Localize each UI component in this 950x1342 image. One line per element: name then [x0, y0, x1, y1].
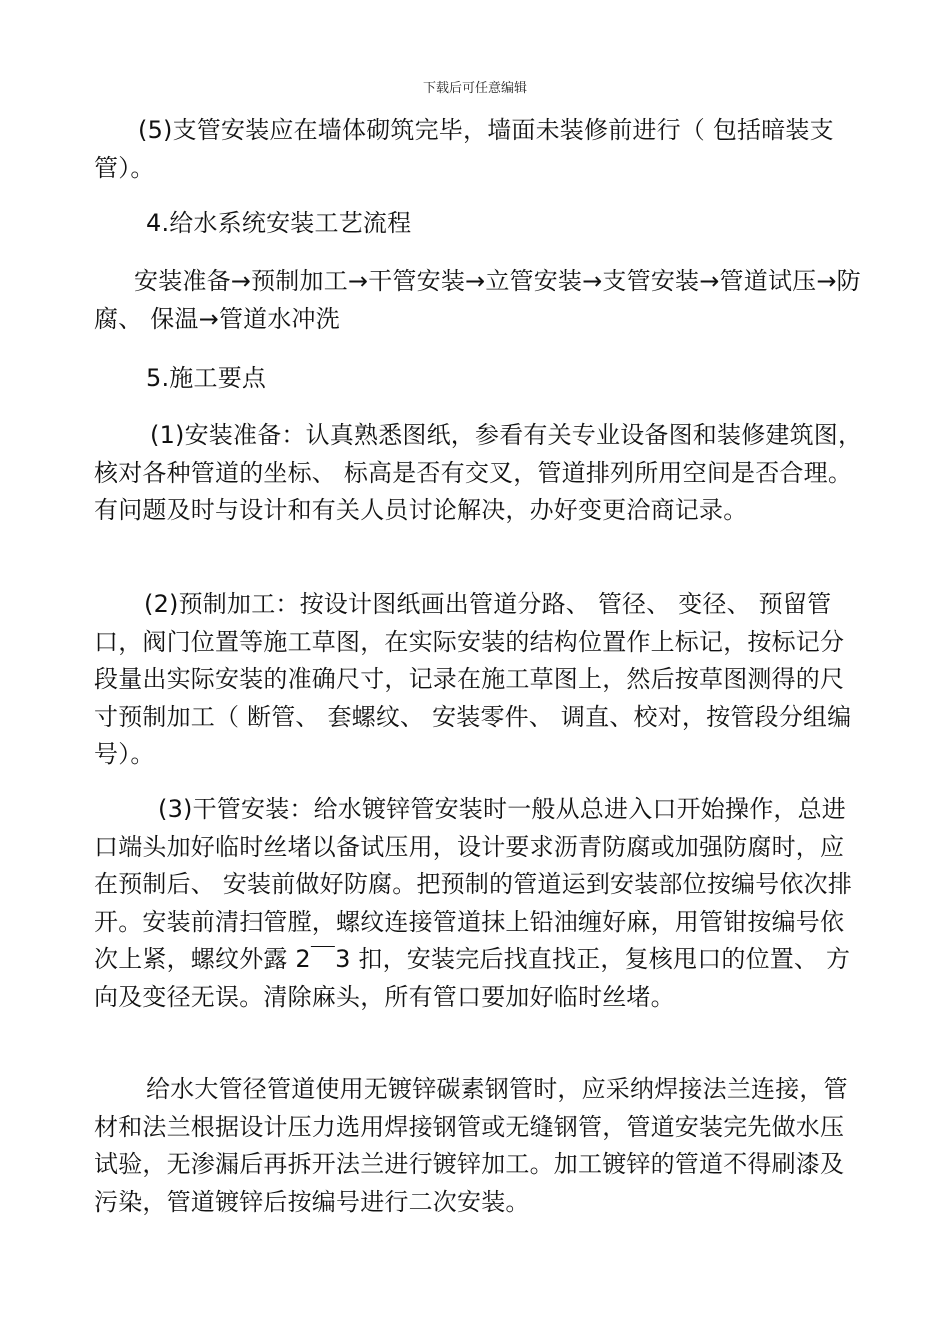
paragraph-process-flow: 安装准备→预制加工→干管安装→立管安装→支管安装→管道试压→防腐、 保温→管道水冲洗 — [94, 267, 861, 333]
section-heading-process-flow: 4.给水系统安装工艺流程 — [146, 209, 412, 237]
page-header: 下载后可任意编辑 — [422, 81, 527, 96]
paragraph-large-diameter-pipe: 给水大管径管道使用无镀锌碳素钢管时，应采纳焊接法兰连接，管材和法兰根据设计压力选用焊接钢管或无缝钢管，管道安装完先做水压试验，无渗漏后再拆开法兰进行镀锌加工。加工镀锌的管道不得刷漆及污染，管道镀锌后按编号进行二次安装。 — [94, 1075, 848, 1216]
section-heading-key-points: 5.施工要点 — [146, 364, 267, 392]
paragraph-main-pipe-installation: (3)干管安装：给水镀锌管安装时一般从总进入口开始操作，总进口端头加好临时丝堵以备试压用，设计要求沥青防腐或加强防腐时，应在预制后、 安装前做好防腐。把预制的管道运到安装部位按编号依次排开。安装前清扫管膛，螺纹连接管道抹上铅油缠好麻，用管钳按编号依次上紧，螺纹外露 2￣3 扣，安装完后找直找正，复核甩口的位置、 方向及变径无误。清除麻头，所有管口要加好临时丝堵。 — [94, 795, 853, 1011]
paragraph-branch-pipe-timing: (5)支管安装应在墙体砌筑完毕，墙面未装修前进行（ 包括暗装支管）。 — [94, 116, 834, 182]
paragraph-preparation: (1)安装准备：认真熟悉图纸，参看有关专业设备图和装修建筑图，核对各种管道的坐标、 标高是否有交叉，管道排列所用空间是否合理。有问题及时与设计和有关人员讨论解决，办好变更洽商记录。 — [94, 421, 863, 524]
paragraph-prefabrication: (2)预制加工：按设计图纸画出管道分路、 管径、 变径、 预留管口，阀门位置等施工草图，在实际安装的结构位置作上标记，按标记分段量出实际安装的准确尺寸，记录在施工草图上，然后按草图测得的尺寸预制加工（ 断管、 套螺纹、 安装零件、 调直、校对，按管段分组编号）。 — [94, 590, 852, 768]
